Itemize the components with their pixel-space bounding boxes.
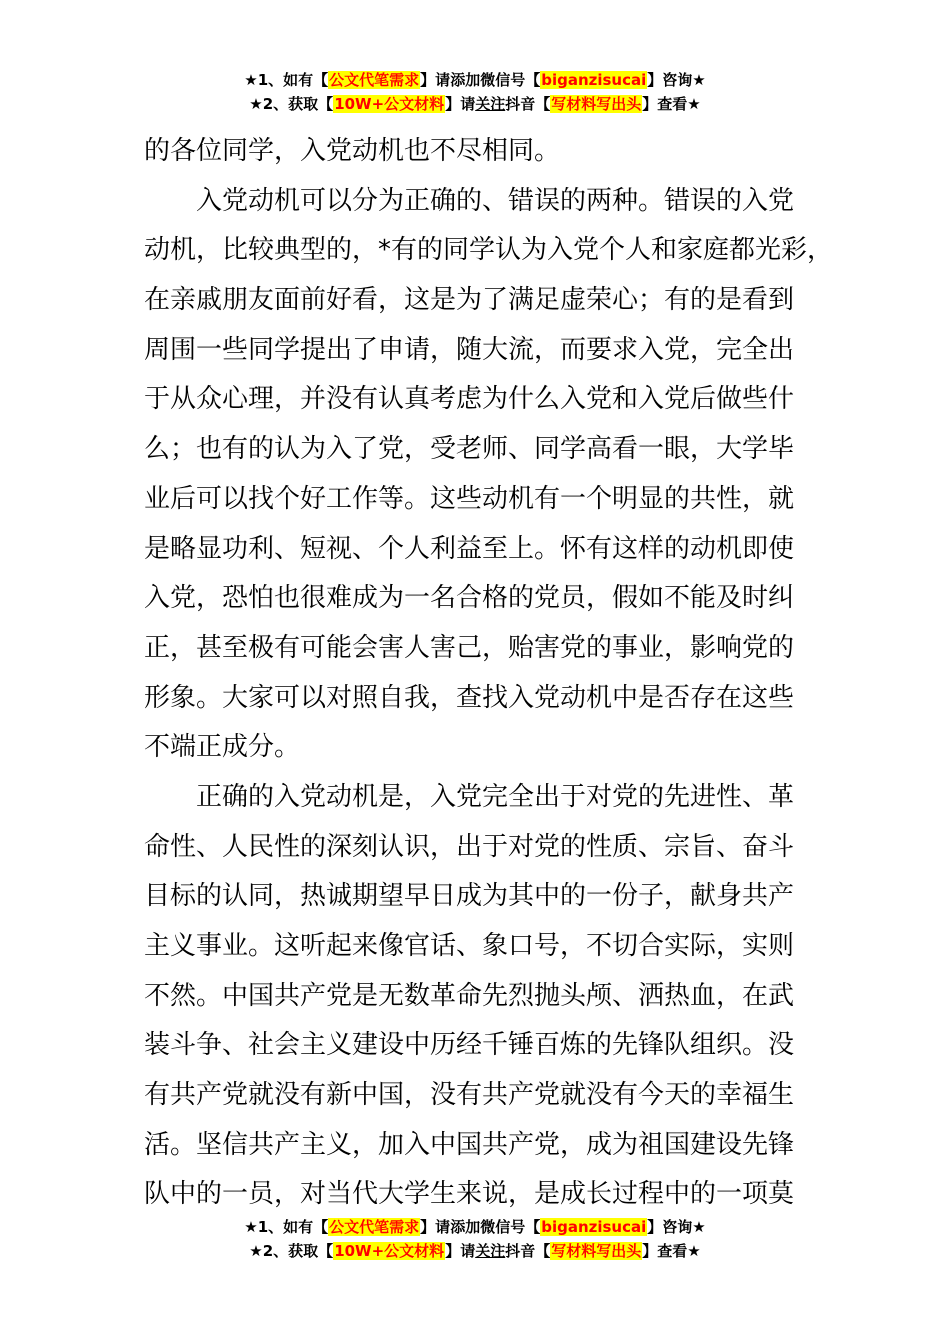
body-line: 周围一些同学提出了申请，随大流，而要求入党，完全出: [144, 334, 795, 365]
banner-line-1: [0, 1215, 950, 1239]
banner-text: 抖音【: [505, 1242, 551, 1260]
body-line: 不端正成分。: [144, 732, 301, 763]
banner-text: 微信号【: [480, 71, 541, 89]
body-line: 于从众心理，并没有认真考虑为什么入党和入党后做些什: [144, 384, 795, 415]
banner-emphasis: 关注: [475, 95, 506, 113]
body-line: 正确的入党动机是，入党完全出于对党的先进性、革: [144, 781, 795, 812]
banner-line-1: [0, 68, 950, 92]
body-line: 动机，比较典型的，*有的同学认为入党个人和家庭都光彩，: [144, 235, 834, 266]
body-line: 业后可以找个好工作等。这些动机有一个明显的共性，就: [144, 483, 795, 514]
banner-text: 】查看★: [642, 1242, 701, 1260]
body-line: 正，甚至极有可能会害人害己，贻害党的事业，影响党的: [144, 632, 795, 663]
body-line: 活。坚信共产主义，加入中国共产党，成为祖国建设先锋: [144, 1129, 795, 1160]
body-line: 目标的认同，热诚期望早日成为其中的一份子，献身共产: [144, 881, 795, 912]
document-body: [144, 127, 834, 1220]
body-line: 么；也有的认为入了党，受老师、同学高看一眼，大学毕: [144, 434, 795, 465]
banner-highlight-service: 公文代笔需求: [329, 71, 420, 89]
banner-emphasis: 关注: [475, 1242, 506, 1260]
header-banner: [0, 68, 950, 116]
body-line: 在亲戚朋友面前好看，这是为了满足虚荣心；有的是看到: [144, 285, 795, 316]
banner-highlight-materials: 10W+公文材料: [334, 1242, 445, 1260]
banner-text: ★1、如有【: [244, 1218, 329, 1236]
footer-banner: [0, 1215, 950, 1263]
body-line: 的各位同学，入党动机也不尽相同。: [144, 136, 561, 166]
banner-highlight-douyin: 写材料写出头: [551, 1242, 642, 1260]
body-line: 主义事业。这听起来像官话、象口号，不切合实际，实则: [144, 931, 795, 961]
body-line: 形象。大家可以对照自我，查找入党动机中是否存在这些: [144, 682, 795, 713]
banner-line-2: [0, 92, 950, 116]
banner-emphasis: 添加: [450, 1218, 481, 1236]
banner-text: 】查看★: [642, 95, 701, 113]
body-line: 队中的一员，对当代大学生来说，是成长过程中的一项莫: [144, 1179, 795, 1210]
banner-text: 】请: [445, 1242, 476, 1260]
banner-text: 】请: [420, 71, 451, 89]
banner-text: 】请: [445, 95, 476, 113]
banner-highlight-materials: 10W+公文材料: [334, 95, 445, 113]
banner-highlight-wechat: biganzisucai: [541, 71, 647, 89]
banner-text: ★2、获取【: [249, 95, 334, 113]
banner-highlight-douyin: 写材料写出头: [551, 95, 642, 113]
banner-highlight-wechat: biganzisucai: [541, 1218, 647, 1236]
banner-text: 】请: [420, 1218, 451, 1236]
body-line: 不然。中国共产党是无数革命先烈抛头颅、洒热血，在武: [144, 980, 795, 1011]
banner-emphasis: 添加: [450, 71, 481, 89]
body-line: 装斗争、社会主义建设中历经千锤百炼的先锋队组织。没: [144, 1030, 795, 1061]
banner-text: 】咨询★: [647, 71, 706, 89]
body-line: 入党，恐怕也很难成为一名合格的党员，假如不能及时纠: [144, 583, 795, 614]
banner-text: 】咨询★: [647, 1218, 706, 1236]
body-line: 入党动机可以分为正确的、错误的两种。错误的入党: [144, 185, 795, 216]
banner-highlight-service: 公文代笔需求: [329, 1218, 420, 1236]
banner-text: 抖音【: [505, 95, 551, 113]
body-line: 有共产党就没有新中国，没有共产党就没有今天的幸福生: [144, 1080, 795, 1111]
banner-text: ★1、如有【: [244, 71, 329, 89]
body-line: 命性、人民性的深刻认识，出于对党的性质、宗旨、奋斗: [144, 831, 795, 862]
banner-line-2: [0, 1239, 950, 1263]
banner-text: ★2、获取【: [249, 1242, 334, 1260]
banner-text: 微信号【: [480, 1218, 541, 1236]
body-line: 是略显功利、短视、个人利益至上。怀有这样的动机即使: [144, 533, 795, 564]
